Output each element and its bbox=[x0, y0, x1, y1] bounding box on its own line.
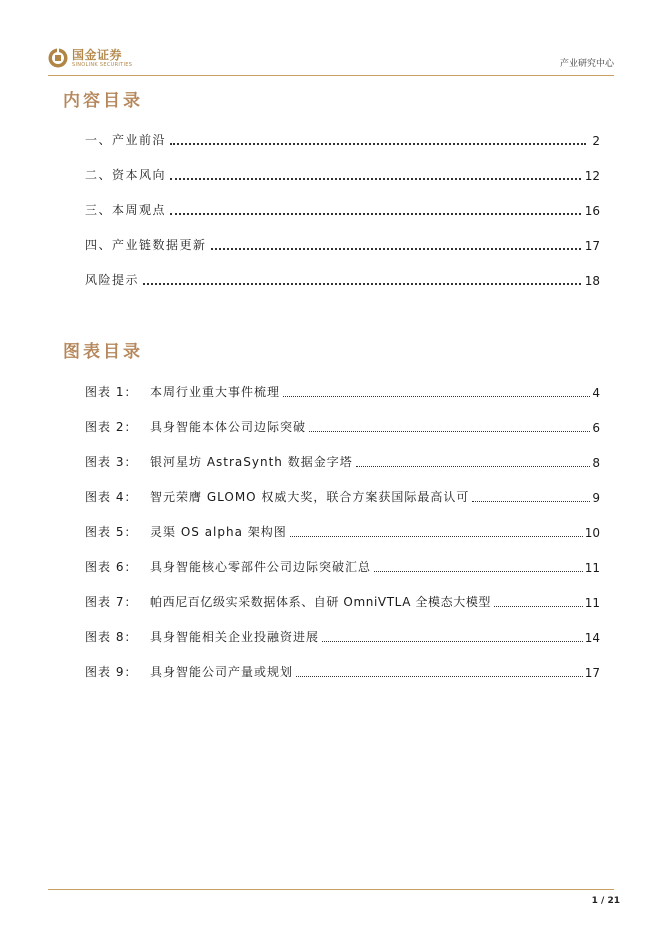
figure-leader-dots bbox=[494, 605, 583, 607]
logo-cn-text: 国金证券 bbox=[72, 47, 123, 62]
figure-item-label: 灵渠 OS alpha 架构图 bbox=[150, 525, 287, 539]
figure-item-label: 银河星坊 AstraSynth 数据金字塔 bbox=[150, 455, 353, 469]
figure-item-page: 4 bbox=[592, 386, 600, 400]
figure-item-label: 帕西尼百亿级实采数据体系、自研 OmniVTLA 全模态大模型 bbox=[150, 595, 492, 609]
figure-item-page: 6 bbox=[592, 421, 600, 435]
figure-item-label: 智元荣膺 GLOMO 权威大奖，联合方案获国际最高认可 bbox=[150, 490, 470, 504]
figure-leader-dots bbox=[356, 465, 591, 467]
figure-item-number: 图表 6： bbox=[85, 560, 138, 574]
figure-leader-dots bbox=[472, 500, 590, 502]
figure-item-5[interactable] bbox=[85, 522, 600, 540]
figure-item-page: 8 bbox=[592, 456, 600, 470]
figure-item-number: 图表 7： bbox=[85, 595, 138, 609]
figure-item-number: 图表 2： bbox=[85, 420, 138, 434]
figure-item-1[interactable] bbox=[85, 382, 600, 400]
figure-item-number: 图表 1： bbox=[85, 385, 138, 399]
toc-item-page: 12 bbox=[584, 169, 600, 183]
toc-leader-dots bbox=[170, 177, 581, 180]
figure-item-label: 具身智能核心零部件公司边际突破汇总 bbox=[150, 560, 372, 574]
toc-leader-dots bbox=[170, 212, 581, 215]
figure-item-2[interactable] bbox=[85, 417, 600, 435]
figure-item-8[interactable] bbox=[85, 627, 600, 645]
figure-item-label: 具身智能公司产量或规划 bbox=[150, 665, 294, 679]
figure-leader-dots bbox=[322, 640, 583, 642]
figure-leader-dots bbox=[283, 395, 590, 397]
figure-item-7[interactable] bbox=[85, 592, 600, 610]
toc-item-4[interactable] bbox=[85, 235, 600, 253]
figure-item-number: 图表 9： bbox=[85, 665, 138, 679]
figures-title: 图表目录 bbox=[63, 342, 143, 362]
figure-item-page: 9 bbox=[592, 491, 600, 505]
figure-item-page: 11 bbox=[584, 561, 600, 575]
company-logo bbox=[48, 48, 132, 68]
toc-leader-dots bbox=[143, 282, 581, 285]
toc-item-3[interactable] bbox=[85, 200, 600, 218]
figure-item-page: 11 bbox=[584, 596, 600, 610]
figure-item-4[interactable] bbox=[85, 487, 600, 505]
toc-leader-dots bbox=[211, 247, 581, 250]
page-header bbox=[0, 0, 662, 78]
figure-item-label: 具身智能相关企业投融资进展 bbox=[150, 630, 320, 644]
figure-leader-dots bbox=[374, 570, 583, 572]
figure-item-6[interactable] bbox=[85, 557, 600, 575]
toc-item-page: 18 bbox=[584, 274, 600, 288]
logo-en-text: SINOLINK SECURITIES bbox=[72, 61, 133, 68]
figure-item-page: 14 bbox=[584, 631, 600, 645]
page-number: 1 / 21 bbox=[591, 896, 620, 906]
toc-item-label: 二、资本风向 bbox=[85, 168, 167, 182]
figure-item-3[interactable] bbox=[85, 452, 600, 470]
toc-item-label: 一、产业前沿 bbox=[85, 133, 167, 147]
toc-item-page: 16 bbox=[584, 204, 600, 218]
toc-item-5[interactable] bbox=[85, 270, 600, 288]
header-divider bbox=[48, 75, 614, 76]
toc-item-1[interactable] bbox=[85, 130, 600, 148]
figure-item-page: 10 bbox=[584, 526, 600, 540]
figure-leader-dots bbox=[290, 535, 583, 537]
figure-item-label: 具身智能本体公司边际突破 bbox=[150, 420, 307, 434]
figure-item-9[interactable] bbox=[85, 662, 600, 680]
figure-item-label: 本周行业重大事件梳理 bbox=[150, 385, 281, 399]
toc-item-2[interactable] bbox=[85, 165, 600, 183]
header-department: 产业研究中心 bbox=[559, 59, 614, 69]
figure-item-number: 图表 4： bbox=[85, 490, 138, 504]
toc-item-page: 17 bbox=[584, 239, 600, 253]
figure-item-number: 图表 3： bbox=[85, 455, 138, 469]
figure-leader-dots bbox=[296, 675, 583, 677]
footer-divider bbox=[48, 889, 614, 890]
toc-leader-dots bbox=[170, 142, 586, 145]
toc-item-label: 风险提示 bbox=[85, 273, 140, 287]
figure-item-number: 图表 8： bbox=[85, 630, 138, 644]
figure-item-page: 17 bbox=[584, 666, 600, 680]
toc-title: 内容目录 bbox=[63, 91, 143, 111]
figure-leader-dots bbox=[309, 430, 590, 432]
toc-item-label: 四、产业链数据更新 bbox=[85, 238, 207, 252]
toc-item-page: 2 bbox=[592, 134, 600, 148]
toc-item-label: 三、本周观点 bbox=[85, 203, 167, 217]
figure-item-number: 图表 5： bbox=[85, 525, 138, 539]
logo-emblem-icon bbox=[48, 48, 68, 68]
